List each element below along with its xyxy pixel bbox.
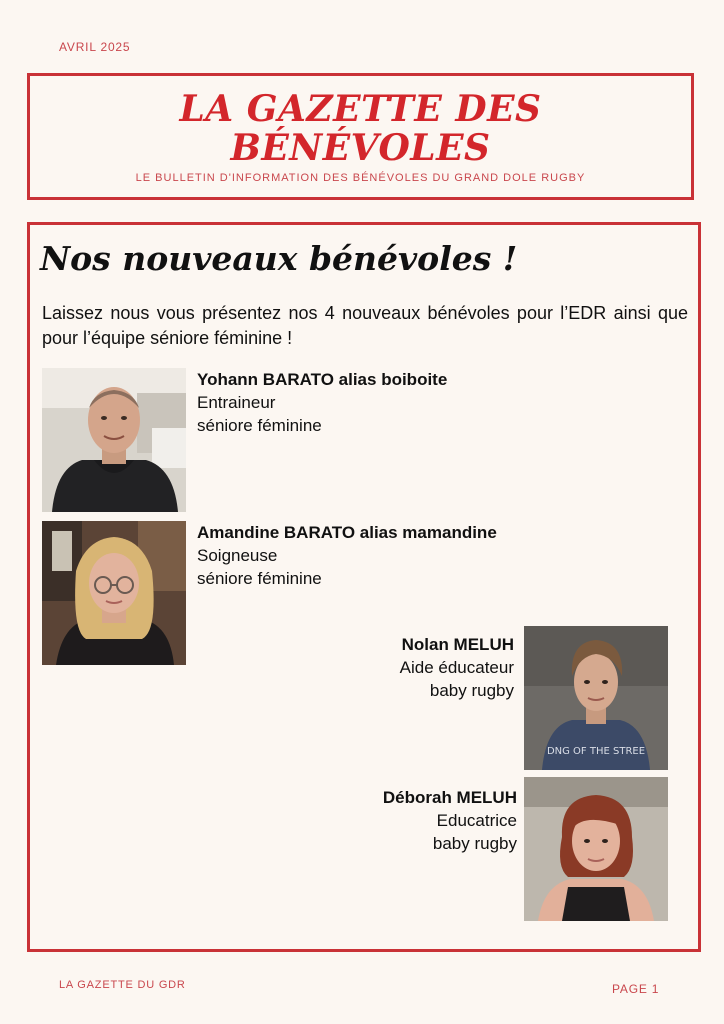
issue-date: AVRIL 2025 [59, 40, 131, 54]
volunteer-3 [400, 633, 514, 702]
volunteer-1 [197, 368, 447, 437]
newsletter-title [30, 90, 691, 168]
volunteer-role: Educatrice [436, 811, 517, 830]
article-title: Nos nouveaux bénévoles ! [40, 239, 518, 278]
photo-amandine [42, 521, 186, 665]
volunteer-role: Soigneuse [197, 546, 278, 565]
title-line-1: LA GAZETTE DES [179, 88, 542, 130]
volunteer-name: Amandine BARATO alias mamandine [197, 523, 497, 542]
volunteer-4 [383, 786, 517, 855]
volunteer-team: séniore féminine [197, 569, 322, 588]
volunteer-team: séniore féminine [197, 416, 322, 435]
masthead [27, 73, 694, 200]
newsletter-subtitle: LE BULLETIN D'INFORMATION DES BÉNÉVOLES DU GRAND DOLE RUGBY [135, 172, 586, 184]
volunteer-team: baby rugby [432, 834, 517, 853]
photo-yohann [42, 368, 186, 512]
photo-nolan [524, 626, 668, 770]
footer-publication: LA GAZETTE DU GDR [59, 979, 186, 991]
volunteer-2 [197, 521, 497, 590]
article-intro: Laissez nous vous présentez nos 4 nouveaux bénévoles pour l’EDR ainsi que pour l’équipe séniore féminine ! [42, 303, 688, 348]
svg-text:DNG OF THE STREE: DNG OF THE STREE [546, 746, 646, 757]
volunteer-name: Nolan MELUH [401, 635, 514, 654]
title-line-2: BÉNÉVOLES [230, 127, 491, 169]
volunteer-role: Entraineur [197, 393, 276, 412]
volunteer-team: baby rugby [429, 681, 514, 700]
volunteer-role: Aide éducateur [399, 658, 514, 677]
volunteer-name: Yohann BARATO alias boiboite [197, 370, 448, 389]
volunteer-name: Déborah MELUH [382, 788, 517, 807]
page-number: PAGE 1 [612, 982, 660, 996]
photo-deborah [524, 777, 668, 921]
